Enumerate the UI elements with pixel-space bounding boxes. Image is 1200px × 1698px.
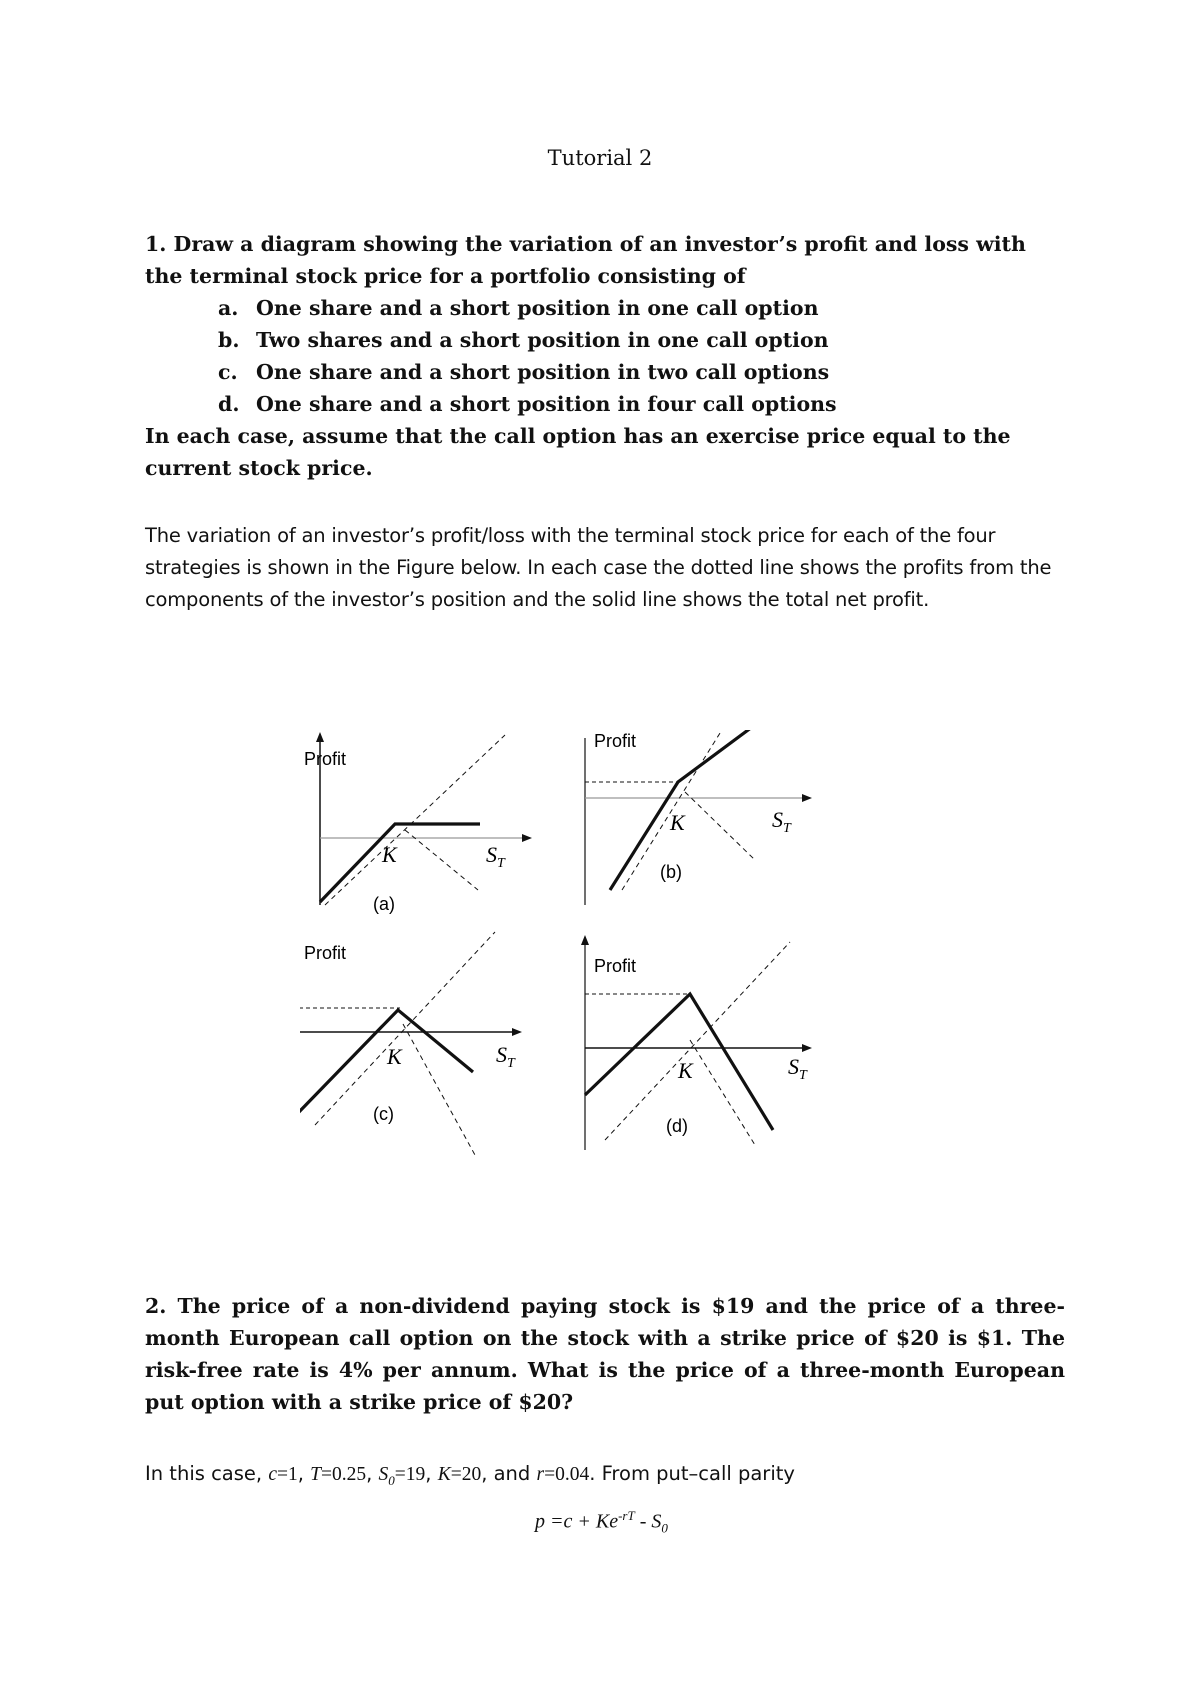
y-axis-label: Profit (594, 731, 637, 751)
strike-label: K (382, 842, 397, 867)
question-2-text: 2. The price of a non-dividend paying stock is $19 and the price of a three-month European call option on the stock with a strike price of $20 is $1. The risk-free rate is 4% per annum. What is the price of a three-month European put option with a strike price of $20? (145, 1294, 1065, 1414)
y-axis-label: Profit (594, 956, 637, 976)
x-axis-label: $S_T$ (788, 1054, 807, 1083)
panel-d (581, 935, 812, 1150)
long-stock-dotted-line (622, 730, 750, 890)
y-axis-arrow-icon (581, 935, 589, 945)
strike-label: K (387, 1044, 402, 1069)
x-axis-label: $S_T$ (486, 842, 505, 871)
option-text: One share and a short position in four call options (256, 392, 837, 416)
x-axis-label: $S_T$ (496, 1042, 515, 1071)
panel-caption: (d) (666, 1116, 688, 1136)
option-item (145, 324, 1065, 356)
val-r: =0.04 (544, 1464, 590, 1485)
strike-label: K (678, 1058, 693, 1083)
y-axis-arrow-icon (316, 732, 324, 742)
page-title: Tutorial 2 (547, 146, 653, 170)
and-text: and (493, 1462, 531, 1485)
option-label: b. (218, 328, 240, 352)
answer-2-line: In this case, c=1, T=0.25, $S_0=19$, K=20, and r=0.04. From put–call parity (145, 1462, 795, 1488)
y-axis-label: Profit (304, 749, 347, 769)
panel-caption: (a) (373, 894, 395, 914)
short-call-dotted-line (405, 830, 478, 890)
question-1-options (145, 292, 1065, 420)
panel-caption: (c) (373, 1104, 394, 1124)
val-T: =0.25 (321, 1464, 367, 1485)
profit-diagram-figure (300, 730, 920, 1260)
net-profit-line (320, 824, 480, 902)
x-axis-label: $S_T$ (772, 807, 791, 836)
panel-caption: (b) (660, 862, 682, 882)
panel-a (304, 732, 532, 914)
var-T: T (310, 1464, 321, 1485)
option-text: One share and a short position in two call options (256, 360, 830, 384)
question-1-intro: 1. Draw a diagram showing the variation of an investor’s profit and loss with the terminal stock price for a portfolio consisting of (145, 232, 1026, 288)
var-r: r (536, 1464, 545, 1485)
var-S0: $S_0$ (378, 1464, 395, 1488)
panel-c (300, 932, 522, 1165)
option-label: c. (218, 360, 238, 384)
option-item (145, 388, 1065, 420)
short-call-dotted-line (685, 792, 755, 860)
profit-diagrams (300, 730, 920, 1260)
net-profit-line (610, 730, 775, 890)
val-K: =20 (450, 1464, 482, 1485)
x-axis-arrow-icon (512, 1028, 522, 1036)
val-c: =1 (276, 1464, 298, 1485)
x-axis-arrow-icon (802, 794, 812, 802)
y-axis-label: Profit (304, 943, 347, 963)
panel-b (581, 730, 812, 905)
option-label: d. (218, 392, 240, 416)
strike-label: K (670, 810, 685, 835)
question-1-assumption: In each case, assume that the call option has an exercise price equal to the current stock price. (145, 424, 1011, 480)
option-item (145, 292, 1065, 324)
val-S0: =19 (394, 1464, 426, 1485)
var-c: c (268, 1464, 277, 1485)
put-call-parity-formula: $p =c + Ke^{-rT} - S_0$ (535, 1508, 668, 1536)
option-item (145, 356, 1065, 388)
x-axis-arrow-icon (802, 1044, 812, 1052)
option-text: One share and a short position in one call option (256, 296, 819, 320)
answer-1-text: The variation of an investor’s profit/loss with the terminal stock price for each of the four strategies is shown in the Figure below. In each case the dotted line shows the profits from the components of the investor’s position and the solid line shows the total net profit. (145, 524, 1052, 611)
option-text: Two shares and a short position in one call option (256, 328, 829, 352)
question-2 (145, 1290, 1065, 1418)
option-label: a. (218, 296, 239, 320)
x-axis-arrow-icon (522, 834, 532, 842)
long-stock-dotted-line (325, 735, 505, 905)
answer-2-prefix: In this case, (145, 1462, 263, 1485)
answer-2-suffix: From put–call parity (601, 1462, 795, 1485)
short-call-dotted-line (690, 1040, 755, 1145)
question-1 (145, 228, 1065, 484)
var-K: K (437, 1464, 451, 1485)
